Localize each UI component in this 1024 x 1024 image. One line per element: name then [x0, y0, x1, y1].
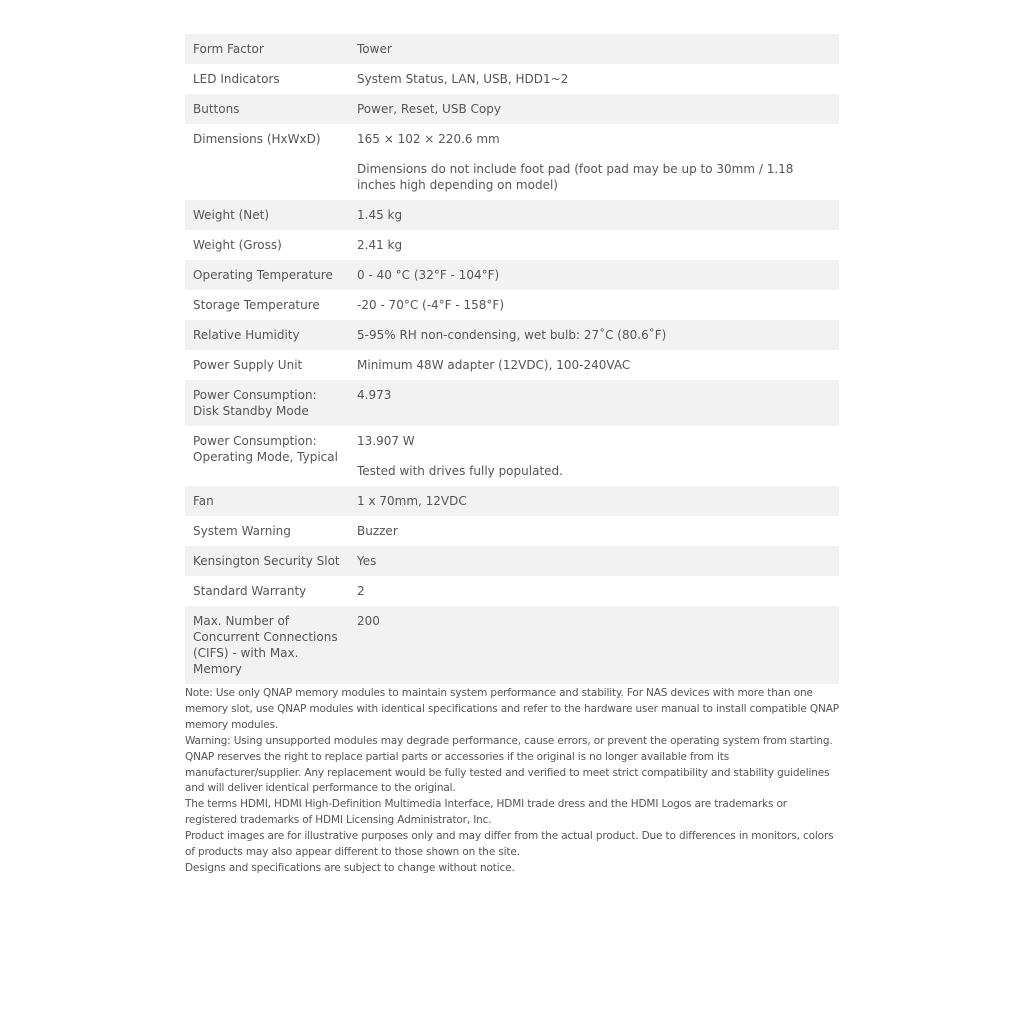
spec-value: 0 - 40 °C (32°F - 104°F) [357, 268, 500, 282]
spec-value: Minimum 48W adapter (12VDC), 100-240VAC [357, 358, 631, 372]
spec-row [185, 34, 839, 64]
spec-value: System Status, LAN, USB, HDD1~2 [357, 72, 569, 86]
spec-value-cell [351, 576, 839, 606]
spec-label: Weight (Net) [185, 200, 351, 230]
spec-value: 1.45 kg [357, 208, 403, 222]
spec-label: Standard Warranty [185, 576, 351, 606]
spec-label: Weight (Gross) [185, 230, 351, 260]
spec-label: Power Consumption: Disk Standby Mode [185, 380, 351, 426]
spec-value: 5-95% RH non-condensing, wet bulb: 27˚C (80.6˚F) [357, 328, 667, 342]
footnote-paragraph: Product images are for illustrative purposes only and may differ from the actual product. Due to differences in monitors, colors of products may also appear different to those shown on the site. [185, 830, 834, 859]
spec-value-note: Dimensions do not include foot pad (foot pad may be up to 30mm / 1.18 inches high depending on model) [357, 162, 794, 192]
spec-label: Storage Temperature [185, 290, 351, 320]
footnote-paragraph: QNAP reserves the right to replace partial parts or accessories if the original is no longer available from its manufacturer/supplier. Any replacement would be fully tested and verified to meet strict compatibility and stability guidelines and will deliver identical performance to the original. [185, 750, 830, 795]
spec-value-cell [351, 606, 839, 684]
spec-label: Power Consumption: Operating Mode, Typical [185, 426, 351, 486]
spec-value-cell [351, 486, 839, 516]
spec-value-cell [351, 426, 839, 486]
spec-value: 4.973 [357, 388, 392, 402]
spec-row [185, 260, 839, 290]
spec-value-cell [351, 260, 839, 290]
spec-label: Power Supply Unit [185, 350, 351, 380]
spec-label: Fan [185, 486, 351, 516]
spec-value: -20 - 70°C (-4°F - 158°F) [357, 298, 505, 312]
spec-value: 200 [357, 614, 380, 628]
spec-label: Kensington Security Slot [185, 546, 351, 576]
spec-value: Tower [357, 42, 392, 56]
spec-row [185, 576, 839, 606]
spec-value: Buzzer [357, 524, 398, 538]
spec-row [185, 64, 839, 94]
spec-row [185, 230, 839, 260]
spec-label: Max. Number of Concurrent Connections (CIFS) - with Max. Memory [185, 606, 351, 684]
spec-row [185, 380, 839, 426]
spec-row [185, 350, 839, 380]
spec-label: Form Factor [185, 34, 351, 64]
spec-row [185, 94, 839, 124]
spec-value-cell [351, 290, 839, 320]
spec-value: 165 × 102 × 220.6 mm [357, 132, 500, 146]
spec-value-cell [351, 64, 839, 94]
spec-row [185, 320, 839, 350]
spec-label: Relative Humidity [185, 320, 351, 350]
spec-value: 1 x 70mm, 12VDC [357, 494, 467, 508]
spec-value: Yes [357, 554, 377, 568]
spec-row [185, 124, 839, 200]
spec-value: 2.41 kg [357, 238, 403, 252]
spec-label: Dimensions (HxWxD) [185, 124, 351, 200]
footnotes [185, 686, 839, 877]
spec-value-cell [351, 320, 839, 350]
footnote-paragraph: Warning: Using unsupported modules may degrade performance, cause errors, or prevent the operating system from starting. [185, 734, 833, 747]
spec-label: System Warning [185, 516, 351, 546]
spec-row [185, 200, 839, 230]
spec-table-container [185, 34, 839, 684]
spec-value-cell [351, 380, 839, 426]
spec-value-cell [351, 200, 839, 230]
spec-value-cell [351, 350, 839, 380]
spec-value-cell [351, 34, 839, 64]
footnote-paragraph: The terms HDMI, HDMI High-Definition Multimedia Interface, HDMI trade dress and the HDMI Logos are trademarks or registered trademarks of HDMI Licensing Administrator, Inc. [185, 798, 787, 827]
spec-row [185, 546, 839, 576]
spec-value: Power, Reset, USB Copy [357, 102, 501, 116]
spec-value-cell [351, 124, 839, 200]
spec-label: LED Indicators [185, 64, 351, 94]
footnote-paragraph: Note: Use only QNAP memory modules to maintain system performance and stability. For NAS devices with more than one memory slot, use QNAP modules with identical specifications and refer to the hardware user manual to install compatible QNAP memory modules. [185, 687, 839, 731]
spec-value: 2 [357, 584, 365, 598]
spec-row [185, 606, 839, 684]
footnote-paragraph: Designs and specifications are subject to change without notice. [185, 861, 515, 874]
spec-label: Operating Temperature [185, 260, 351, 290]
spec-row [185, 426, 839, 486]
spec-value: 13.907 W [357, 434, 415, 448]
spec-table-body [185, 34, 839, 684]
spec-row [185, 290, 839, 320]
spec-table [185, 34, 839, 684]
spec-value-cell [351, 94, 839, 124]
spec-value-cell [351, 516, 839, 546]
spec-value-cell [351, 546, 839, 576]
spec-label: Buttons [185, 94, 351, 124]
spec-row [185, 486, 839, 516]
spec-value-note: Tested with drives fully populated. [357, 464, 563, 478]
spec-value-cell [351, 230, 839, 260]
spec-row [185, 516, 839, 546]
